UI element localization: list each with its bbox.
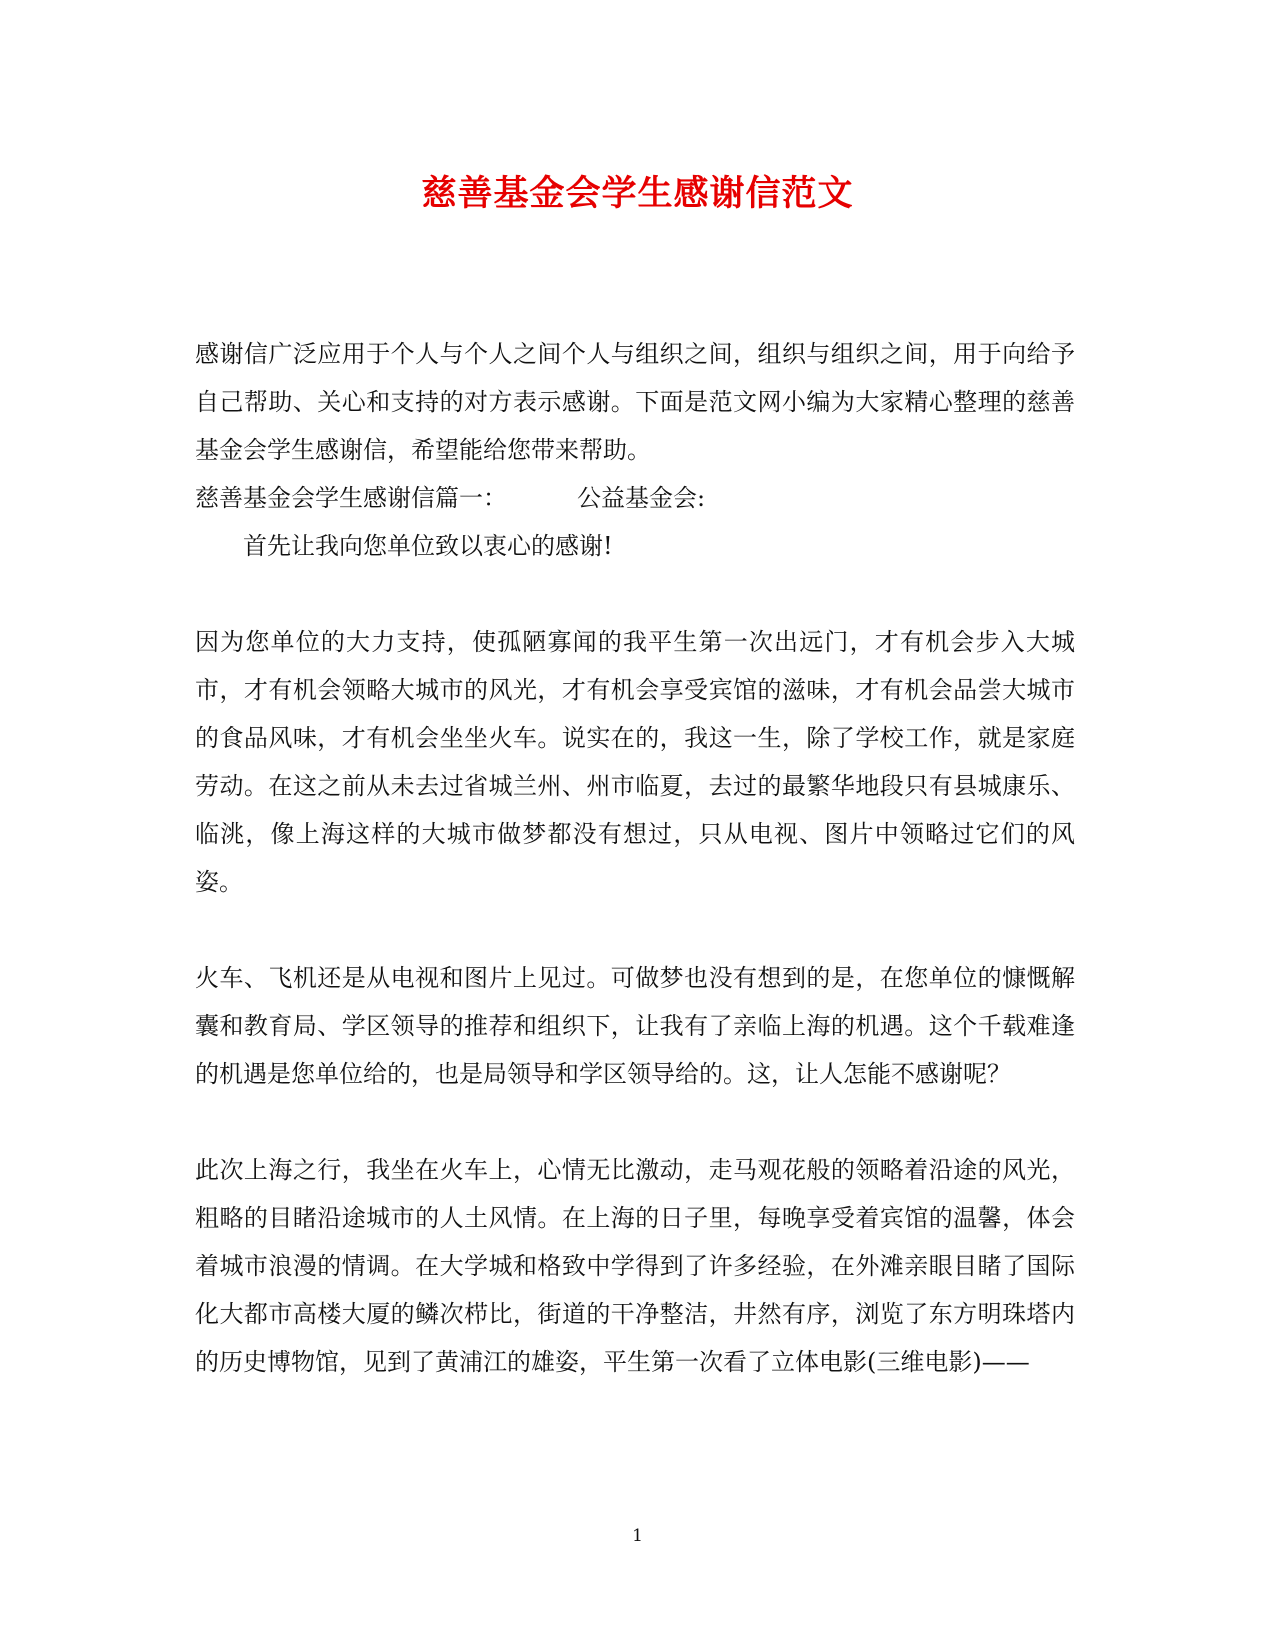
body-paragraph-3: 此次上海之行，我坐在火车上，心情无比激动，走马观花般的领略着沿途的风光，粗略的目睹沿途城市的人土风情。在上海的日子里，每晚享受着宾馆的温馨，体会着城市浪漫的情调。在大学城和格致中学得到了许多经验，在外滩亲眼目睹了国际化大都市高楼大厦的鳞次栉比，街道的干净整洁，井然有序，浏览了东方明珠塔内的历史博物馆，见到了黄浦江的雄姿，平生第一次看了立体电影(三维电影)—— <box>195 1156 1075 1376</box>
intro-paragraph: 感谢信广泛应用于个人与个人之间个人与组织之间，组织与组织之间，用于向给予自己帮助、关心和支持的对方表示感谢。下面是范文网小编为大家精心整理的慈善基金会学生感谢信，希望能给您带来帮助。 <box>195 340 1075 464</box>
body-paragraph-1: 因为您单位的大力支持，使孤陋寡闻的我平生第一次出远门，才有机会步入大城市，才有机会领略大城市的风光，才有机会享受宾馆的滋味，才有机会品尝大城市的食品风味，才有机会坐坐火车。说实在的，我这一生，除了学校工作，就是家庭劳动。在这之前从未去过省城兰州、州市临夏，去过的最繁华地段只有县城康乐、临洮，像上海这样的大城市做梦都没有想过，只从电视、图片中领略过它们的风姿。 <box>195 628 1075 896</box>
salutation: 公益基金会: <box>577 484 706 512</box>
section-heading: 慈善基金会学生感谢信篇一： <box>195 484 507 512</box>
document-title: 慈善基金会学生感谢信范文 <box>421 173 854 214</box>
paragraph-gap <box>195 1098 1075 1146</box>
body-paragraph-2: 火车、飞机还是从电视和图片上见过。可做梦也没有想到的是，在您单位的慷慨解囊和教育局、学区领导的推荐和组织下，让我有了亲临上海的机遇。这个千载难逢的机遇是您单位给的，也是局领导和学区领导给的。这，让人怎能不感谢呢？ <box>195 964 1075 1088</box>
page-number: 1 <box>632 1526 643 1546</box>
document-body <box>195 330 1075 1386</box>
opening-line: 首先让我向您单位致以衷心的感谢! <box>243 532 613 560</box>
paragraph-gap <box>195 906 1075 954</box>
paragraph-gap <box>195 570 1075 618</box>
section-heading-line <box>195 474 1075 522</box>
